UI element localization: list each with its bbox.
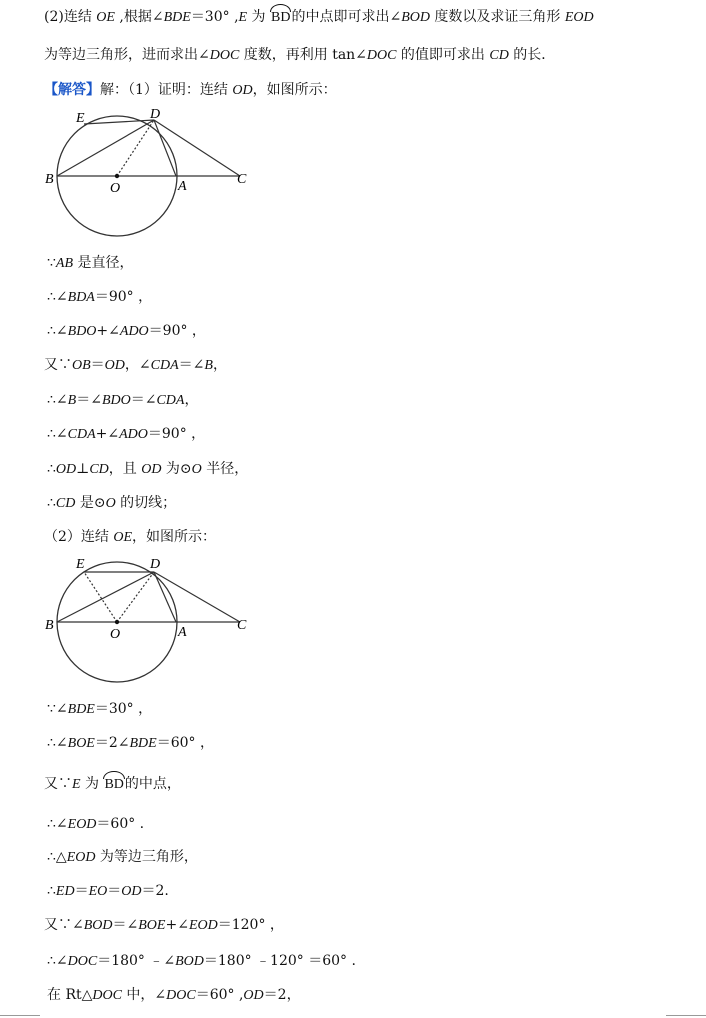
text: 中，∠ — [121, 987, 167, 1003]
proof1-line-8 — [47, 492, 176, 514]
var: CDA — [150, 358, 179, 373]
answer-header — [44, 79, 337, 101]
arc-notation: BD — [103, 774, 124, 796]
label-a: A — [178, 625, 187, 640]
var: ED — [55, 884, 75, 899]
var: ADO — [119, 324, 149, 339]
var: DOC — [366, 48, 397, 63]
text: 为 — [80, 776, 104, 792]
var: CD — [489, 48, 509, 63]
var: BOD — [175, 954, 204, 969]
text: ∴∠ — [47, 816, 68, 832]
text: ＝60° . — [96, 816, 145, 832]
text: ∴ — [47, 461, 56, 477]
var: EOD — [564, 10, 594, 25]
var: ADO — [119, 427, 148, 442]
proof2-line-7 — [44, 914, 284, 936]
text: 度数以及求证三角形 — [429, 9, 565, 25]
text: ∴ — [47, 495, 56, 511]
text: 为 — [247, 9, 270, 25]
var: OE — [96, 10, 115, 25]
proof1-line-6 — [47, 423, 205, 445]
text: +∠ — [95, 426, 120, 442]
text: ，∠ — [124, 357, 151, 373]
text: ＝ — [74, 883, 89, 899]
var: OD — [104, 358, 125, 373]
proof2-line-3 — [44, 773, 181, 795]
label-o: O — [110, 181, 121, 196]
var: OD — [55, 462, 77, 477]
text: ， — [212, 357, 227, 373]
text: ＝ — [90, 357, 105, 373]
text: 的切线； — [115, 495, 177, 511]
text: ， — [184, 392, 199, 408]
radius-oe — [84, 572, 117, 622]
page-edge-left — [0, 1015, 40, 1016]
label-o: O — [110, 627, 121, 642]
chord-da — [154, 120, 176, 176]
text: ＝2. — [141, 883, 169, 899]
text: 解：（1）证明：连结 — [100, 82, 233, 98]
text: ∵ — [47, 255, 56, 271]
label-e: E — [76, 557, 85, 572]
text: 又∵ — [44, 357, 72, 373]
proof2-line-8 — [47, 950, 356, 972]
radius-od — [117, 572, 154, 622]
var: DOC — [166, 988, 196, 1003]
text: ＝90° ， — [148, 323, 206, 339]
center-point — [115, 174, 119, 178]
var: CDA — [67, 427, 96, 442]
var: BOE — [138, 918, 166, 933]
text: 度数，再利用 tan∠ — [239, 47, 367, 63]
proof2-line-5 — [47, 846, 198, 868]
label-c: C — [237, 618, 247, 633]
chord-bd — [57, 120, 154, 176]
var: E — [72, 777, 81, 792]
text: ∵∠ — [47, 701, 68, 717]
var: EOD — [188, 918, 218, 933]
text: ，如图所示： — [252, 82, 337, 98]
proof1-line-5 — [47, 389, 198, 411]
radius-od — [117, 120, 154, 176]
chord-da — [154, 572, 176, 622]
label-d: D — [150, 557, 161, 572]
text: 又∵∠ — [44, 917, 84, 933]
text: ，且 — [108, 461, 142, 477]
chord-bd — [57, 572, 154, 622]
text: ，如图所示： — [132, 529, 217, 545]
text: ＝30° ， — [94, 701, 153, 717]
arc-notation: BD — [270, 7, 291, 29]
var: BDA — [67, 290, 95, 305]
label-e: E — [76, 111, 85, 126]
answer-tag: 【解答】 — [44, 82, 100, 98]
var: OB — [72, 358, 91, 373]
text: 是直径， — [73, 255, 134, 271]
text: ＝60° , — [195, 987, 244, 1003]
text: ∴∠ — [47, 392, 68, 408]
var: CDA — [156, 393, 185, 408]
tangent-dc — [154, 120, 240, 176]
var: BDE — [163, 10, 191, 25]
text: 半径， — [201, 461, 249, 477]
figure-1-circle-tangent — [40, 104, 260, 238]
var: DOC — [209, 48, 240, 63]
var: BDO — [101, 393, 131, 408]
var: BOD — [83, 918, 113, 933]
label-b: B — [45, 172, 54, 187]
text: ＝120° ， — [217, 917, 284, 933]
proof1-line-7 — [47, 458, 248, 480]
proof1-line-4 — [44, 354, 227, 376]
text: +∠ — [165, 917, 189, 933]
text: 的值即可求出 — [396, 47, 490, 63]
var: BOD — [401, 10, 430, 25]
text: ⊥ — [76, 461, 90, 477]
text: ＝∠ — [130, 392, 157, 408]
figure-2-circle-tangent — [40, 550, 260, 684]
text: ＝∠ — [178, 357, 205, 373]
var: OD — [243, 988, 264, 1003]
text: ∴∠ — [47, 289, 68, 305]
text: ＝2∠ — [94, 735, 130, 751]
var: OD — [232, 83, 253, 98]
var: BDO — [67, 324, 97, 339]
var: EOD — [67, 817, 97, 832]
text: ∴∠ — [47, 323, 68, 339]
label-a: A — [178, 179, 187, 194]
tangent-dc — [154, 572, 240, 622]
proof2-line-6 — [47, 880, 169, 902]
text: ∴△ — [47, 849, 67, 865]
proof2-line-1 — [47, 698, 152, 720]
text: 的长． — [508, 47, 556, 63]
label-b: B — [45, 618, 54, 633]
text: 为等边三角形，进而求出∠ — [44, 47, 210, 63]
text: ∴∠ — [47, 735, 68, 751]
proof1-line-3 — [47, 320, 206, 342]
text: ∴ — [47, 883, 56, 899]
var: OD — [141, 462, 162, 477]
text: 的中点即可求出∠ — [291, 9, 402, 25]
var: B — [204, 358, 213, 373]
var: BOE — [67, 736, 95, 751]
proof2-line-4 — [47, 813, 144, 835]
proof2-line-9 — [47, 984, 301, 1006]
label-c: C — [237, 172, 247, 187]
analysis-line-2 — [44, 44, 555, 66]
analysis-line-1 — [44, 6, 594, 28]
text: 的中点， — [124, 776, 181, 792]
var: DOC — [67, 954, 98, 969]
text: ＝60° ， — [156, 735, 214, 751]
text: 在 Rt△ — [47, 987, 93, 1003]
page-edge-right — [666, 1015, 706, 1016]
var: OD — [121, 884, 142, 899]
var: DOC — [92, 988, 122, 1003]
text: ＝30° , — [190, 9, 239, 25]
var: CD — [55, 496, 76, 511]
text: 为⊙ — [161, 461, 192, 477]
text: 又∵ — [44, 776, 72, 792]
proof1-line-2 — [47, 286, 152, 308]
var: BDE — [67, 702, 95, 717]
label-d: D — [150, 107, 161, 122]
text: +∠ — [96, 323, 120, 339]
text: ＝∠ — [76, 392, 102, 408]
text: ＝180° ﹣120° ＝60° . — [203, 953, 356, 969]
var: B — [67, 393, 77, 408]
text: ＝180° ﹣∠ — [97, 953, 176, 969]
var: EO — [88, 884, 108, 899]
var: O — [191, 462, 202, 477]
text: (2)连结 — [44, 9, 97, 25]
text: ＝2， — [263, 987, 301, 1003]
proof1-line-1 — [47, 252, 133, 274]
text: 是⊙ — [75, 495, 106, 511]
text: 为等边三角形， — [95, 849, 198, 865]
proof2-line-2 — [47, 732, 214, 754]
var: BDE — [129, 736, 157, 751]
var: O — [105, 496, 116, 511]
text: （2）连结 — [44, 529, 114, 545]
var: EOD — [66, 850, 96, 865]
text: ＝∠ — [112, 917, 139, 933]
var: OE — [113, 530, 133, 545]
part2-header — [44, 526, 216, 548]
text: ＝90° ， — [94, 289, 153, 305]
text: ＝ — [107, 883, 122, 899]
var: AB — [55, 256, 74, 271]
text: ∴∠ — [47, 426, 68, 442]
text: ,根据∠ — [114, 9, 164, 25]
text: ∴∠ — [47, 953, 68, 969]
var: E — [238, 10, 248, 25]
var: CD — [89, 462, 109, 477]
text: ＝90° ， — [147, 426, 206, 442]
center-point — [115, 620, 119, 624]
